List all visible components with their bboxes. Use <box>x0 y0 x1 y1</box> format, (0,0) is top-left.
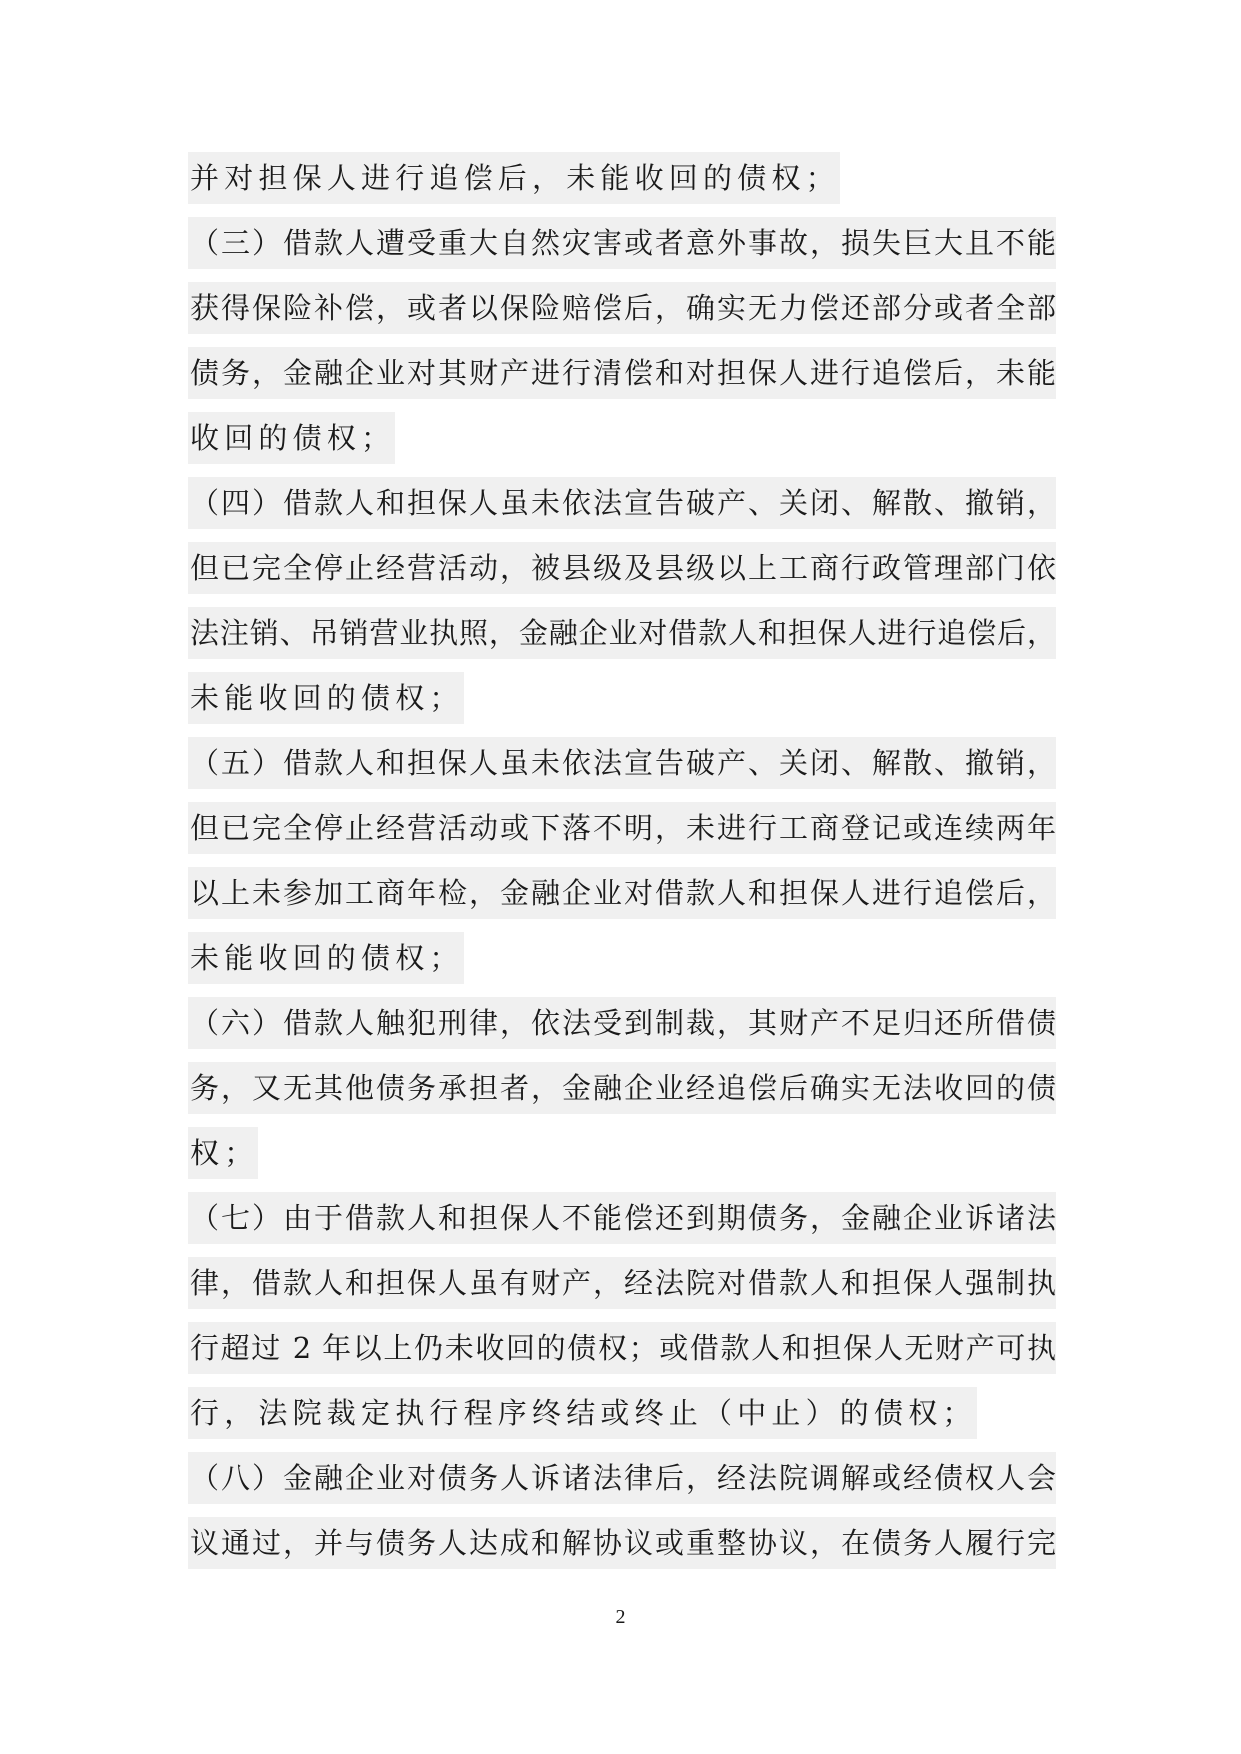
text-line <box>188 1192 1068 1244</box>
text-line-content: 权； <box>188 1127 258 1179</box>
text-line-content: 获得保险补偿，或者以保险赔偿后，确实无力偿还部分或者全部 <box>188 282 1056 334</box>
text-line <box>188 1387 1068 1439</box>
text-line-content: （八）金融企业对债务人诉诸法律后，经法院调解或经债权人会 <box>188 1452 1056 1504</box>
text-line-content: 法注销、吊销营业执照，金融企业对借款人和担保人进行追偿后， <box>188 607 1056 659</box>
text-line-content: 议通过，并与债务人达成和解协议或重整协议，在债务人履行完 <box>188 1517 1056 1569</box>
text-line-content: 并对担保人进行追偿后，未能收回的债权； <box>188 152 840 204</box>
text-line <box>188 1062 1068 1114</box>
text-line <box>188 1517 1068 1569</box>
text-line-content: 未能收回的债权； <box>188 932 464 984</box>
text-line-content: 但已完全停止经营活动或下落不明，未进行工商登记或连续两年 <box>188 802 1056 854</box>
text-line-content: （四）借款人和担保人虽未依法宣告破产、关闭、解散、撤销， <box>188 477 1056 529</box>
text-line <box>188 737 1068 789</box>
text-line <box>188 217 1068 269</box>
text-line <box>188 607 1068 659</box>
text-line <box>188 997 1068 1049</box>
text-line-content: 未能收回的债权； <box>188 672 464 724</box>
text-line <box>188 412 1068 464</box>
text-line-content: 行，法院裁定执行程序终结或终止（中止）的债权； <box>188 1387 977 1439</box>
text-line <box>188 1127 1068 1179</box>
page-number: 2 <box>615 1606 626 1628</box>
text-line <box>188 152 1068 204</box>
text-line-content: 但已完全停止经营活动，被县级及县级以上工商行政管理部门依 <box>188 542 1056 594</box>
text-line <box>188 1452 1068 1504</box>
text-line-content: （五）借款人和担保人虽未依法宣告破产、关闭、解散、撤销， <box>188 737 1056 789</box>
text-line-content: 收回的债权； <box>188 412 395 464</box>
body-text <box>188 152 1068 1582</box>
text-line-content: 行超过 2 年以上仍未收回的债权；或借款人和担保人无财产可执 <box>188 1322 1056 1374</box>
text-line-content: 务，又无其他债务承担者，金融企业经追偿后确实无法收回的债 <box>188 1062 1056 1114</box>
text-line <box>188 477 1068 529</box>
text-line-content: 律，借款人和担保人虽有财产，经法院对借款人和担保人强制执 <box>188 1257 1056 1309</box>
text-line-content: 债务，金融企业对其财产进行清偿和对担保人进行追偿后，未能 <box>188 347 1056 399</box>
text-line <box>188 932 1068 984</box>
text-line-content: （七）由于借款人和担保人不能偿还到期债务，金融企业诉诸法 <box>188 1192 1056 1244</box>
text-line <box>188 802 1068 854</box>
text-line-content: （三）借款人遭受重大自然灾害或者意外事故，损失巨大且不能 <box>188 217 1056 269</box>
text-line <box>188 347 1068 399</box>
text-line <box>188 867 1068 919</box>
text-line <box>188 282 1068 334</box>
text-line <box>188 542 1068 594</box>
text-line <box>188 672 1068 724</box>
text-line-content: 以上未参加工商年检，金融企业对借款人和担保人进行追偿后， <box>188 867 1056 919</box>
text-line-content: （六）借款人触犯刑律，依法受到制裁，其财产不足归还所借债 <box>188 997 1056 1049</box>
text-line <box>188 1257 1068 1309</box>
text-line <box>188 1322 1068 1374</box>
